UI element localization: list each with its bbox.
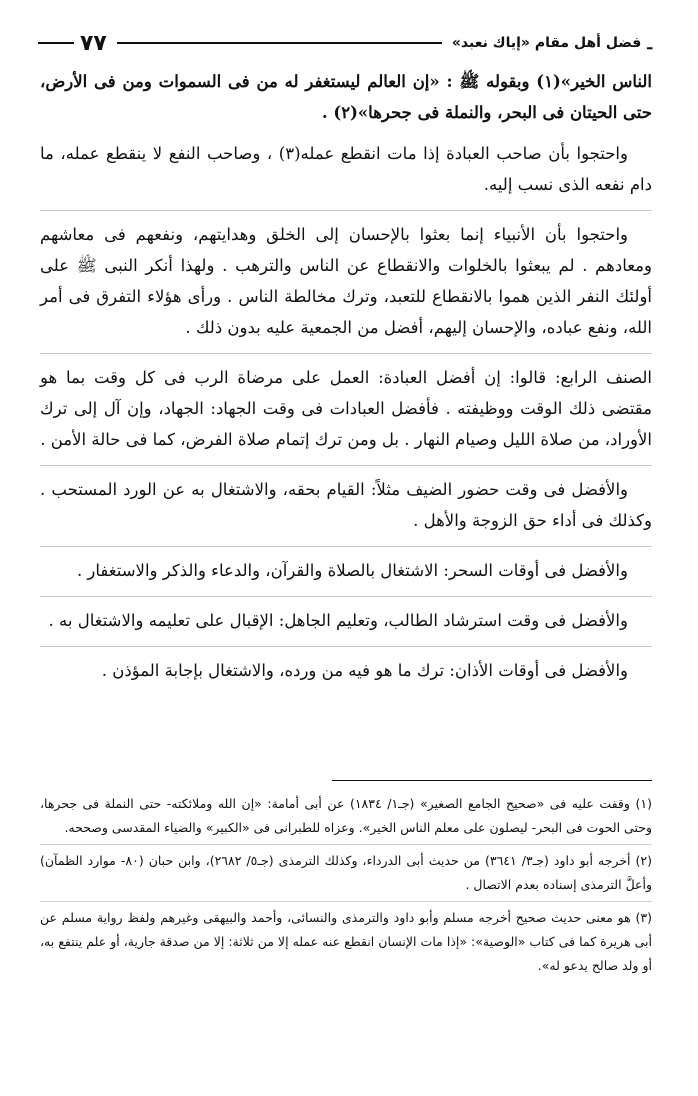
footnote-1: (١) وقفت عليه فى «صحيح الجامع الصغير» (جـ١/ ١٨٣٤) عن أبى أمامة: «إن الله وملائكته- حتى النملة فى جحرها، وحتى الحوت فى البحر- ليصلون على معلم الناس الخير». وعزاه للطبرانى فى «الكبير» والضياء المقدسى وصححه. [40, 796, 652, 835]
paragraph: والأفضل فى وقت حضور الضيف مثلاً: القيام بحقه، والاشتغال به عن الورد المستحب . وكذلك فى أداء حق الزوجة والأهل . [40, 480, 652, 530]
running-header [38, 28, 652, 58]
header-rule [117, 42, 442, 44]
paragraph: والأفضل فى وقت استرشاد الطالب، وتعليم الجاهل: الإقبال على تعليمه والاشتغال به . [48, 611, 628, 630]
running-title: فضل أهل مقام «إياك نعبد» [451, 35, 642, 51]
footnote-separator [332, 780, 652, 781]
paragraph-divider [40, 596, 652, 597]
paragraph-divider [40, 546, 652, 547]
paragraph: والأفضل فى أوقات السحر: الاشتغال بالصلاة والقرآن، والدعاء والذكر والاستغفار . [76, 561, 628, 580]
header-dash: ـ [647, 33, 652, 53]
paragraph-divider [40, 210, 652, 211]
footnote-3: (٣) هو معنى حديث صحيح أخرجه مسلم وأبو داود والترمذى والنسائى، وأحمد والبيهقى وغيرهم ولفظ رواية مسلم عن أبى هريرة كما فى كتاب «الوصية»: «إذا مات الإنسان انقطع عنه عمله إلا من ثلاثة: إلا من صدقة جارية، أو علم ينتفع به، أو ولد صالح يدعو له». [40, 910, 652, 973]
header-rule-end [38, 42, 74, 44]
footnote-2: (٢) أخرجه أبو داود (جـ٣/ ٣٦٤١) من حديث أبى الدرداء، وكذلك الترمذى (جـ٥/ ٢٦٨٢)، وابن حبان (٨٠- موارد الظمآن) وأعلَّ الترمذى إسناده بعدم الاتصال . [40, 853, 652, 892]
page-number: ٧٧ [80, 30, 107, 56]
footnote-divider [40, 901, 652, 902]
paragraph: الصنف الرابع: قالوا: إن أفضل العبادة: العمل على مرضاة الرب فى كل وقت بما هو مقتضى ذلك الوقت ووظيفته . فأفضل العبادات فى وقت الجهاد: الجهاد، وإن آل إلى ترك الأوراد، من صلاة الليل وصيام النهار . بل ومن ترك إتمام صلاة الفرض، كما فى حالة الأمن . [40, 368, 652, 449]
paragraph: واحتجوا بأن صاحب العبادة إذا مات انقطع عمله(٣) ، وصاحب النفع لا ينقطع عمله، ما دام نفعه الذى نسب إليه. [40, 144, 652, 194]
paragraph-divider [40, 465, 652, 466]
footnote-divider [40, 844, 652, 845]
footnotes [40, 792, 652, 982]
main-text [40, 66, 652, 696]
paragraph: والأفضل فى أوقات الأذان: ترك ما هو فيه من ورده، والاشتغال بإجابة المؤذن . [101, 661, 628, 680]
paragraph-divider [40, 353, 652, 354]
paragraph-divider [40, 646, 652, 647]
paragraph-continuation: الناس الخير»(١) وبقوله ﷺ : «إن العالم ليستغفر له من فى السموات ومن فى الأرض، حتى الحيتان فى البحر، والنملة فى جحرها»(٢) . [40, 72, 653, 122]
paragraph: واحتجوا بأن الأنبياء إنما بعثوا بالإحسان إلى الخلق وهدايتهم، ونفعهم فى معاشهم ومعادهم . لم يبعثوا بالخلوات والانقطاع عن الناس والترهب . ولهذا أنكر النبى ﷺ على أولئك النفر الذين هموا بالانقطاع للتعبد، وترك مخالطة الناس . ورأى هؤلاء التفرق فى أمر الله، ونفع عباده، والإحسان إليهم، أفضل من الجمعية عليه بدون ذلك . [40, 225, 652, 337]
